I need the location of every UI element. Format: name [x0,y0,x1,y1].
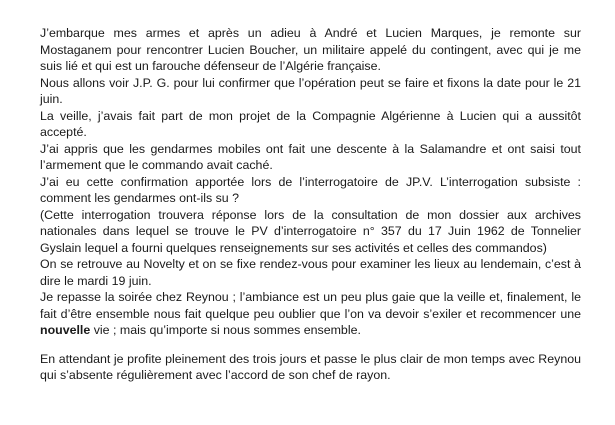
paragraph-archives: (Cette interrogation trouvera réponse lors de la consultation de mon dossier aux archives nationales dans lequel se trouve le PV d’interrogatoire n° 357 du 17 Juin 1962 de Tonnelier Gyslain lequel a fourni quelques renseignements sur ses activités et celles des commandos) [40,207,581,255]
paragraph-reynou [40,289,581,339]
paragraph-departure: J’embarque mes armes et après un adieu à André et Lucien Marques, je remonte sur Mostaganem pour rencontrer Lucien Boucher, un militaire appelé du contingent, avec qui je me suis lié et qui est un farouche défenseur de l’Algérie française. [40,26,581,73]
paragraph-gendarmes: J’ai appris que les gendarmes mobiles ont fait une descente à la Salamandre et ont saisi tout l’armement que le commando avait caché. [40,141,581,172]
emphasized-word: nouvelle [40,323,91,337]
paragraph-novelty: On se retrouve au Novelty et on se fixe rendez-vous pour examiner les lieux au lendemain, c’est à dire le mardi 19 juin. [40,257,581,288]
document-page [40,25,581,384]
paragraph-reynou-text-start: Je repasse la soirée chez Reynou ; l’ambiance est un peu plus gaie que la veille et, finalement, le fait d’être ensemble nous fait quelque peu oublier que l’on va devoir s’exiler et recommencer une [40,290,581,321]
paragraph-spacer [40,339,581,351]
paragraph-reynou-text-end: vie ; mais qu’importe si nous sommes ensemble. [90,323,361,337]
paragraph-confirmation: J’ai eu cette confirmation apportée lors de l’interrogatoire de JP.V. L’interrogation subsiste : comment les gendarmes ont-ils su ? [40,174,581,205]
paragraph-meeting-date: Nous allons voir J.P. G. pour lui confirmer que l’opération peut se faire et fixons la date pour le 21 juin. [40,75,581,106]
paragraph-project: La veille, j’avais fait part de mon projet de la Compagnie Algérienne à Lucien qui a aussitôt accepté. [40,108,581,139]
paragraph-closing: En attendant je profite pleinement des trois jours et passe le plus clair de mon temps avec Reynou qui s’absente régulièrement avec l’accord de son chef de rayon. [40,351,581,382]
